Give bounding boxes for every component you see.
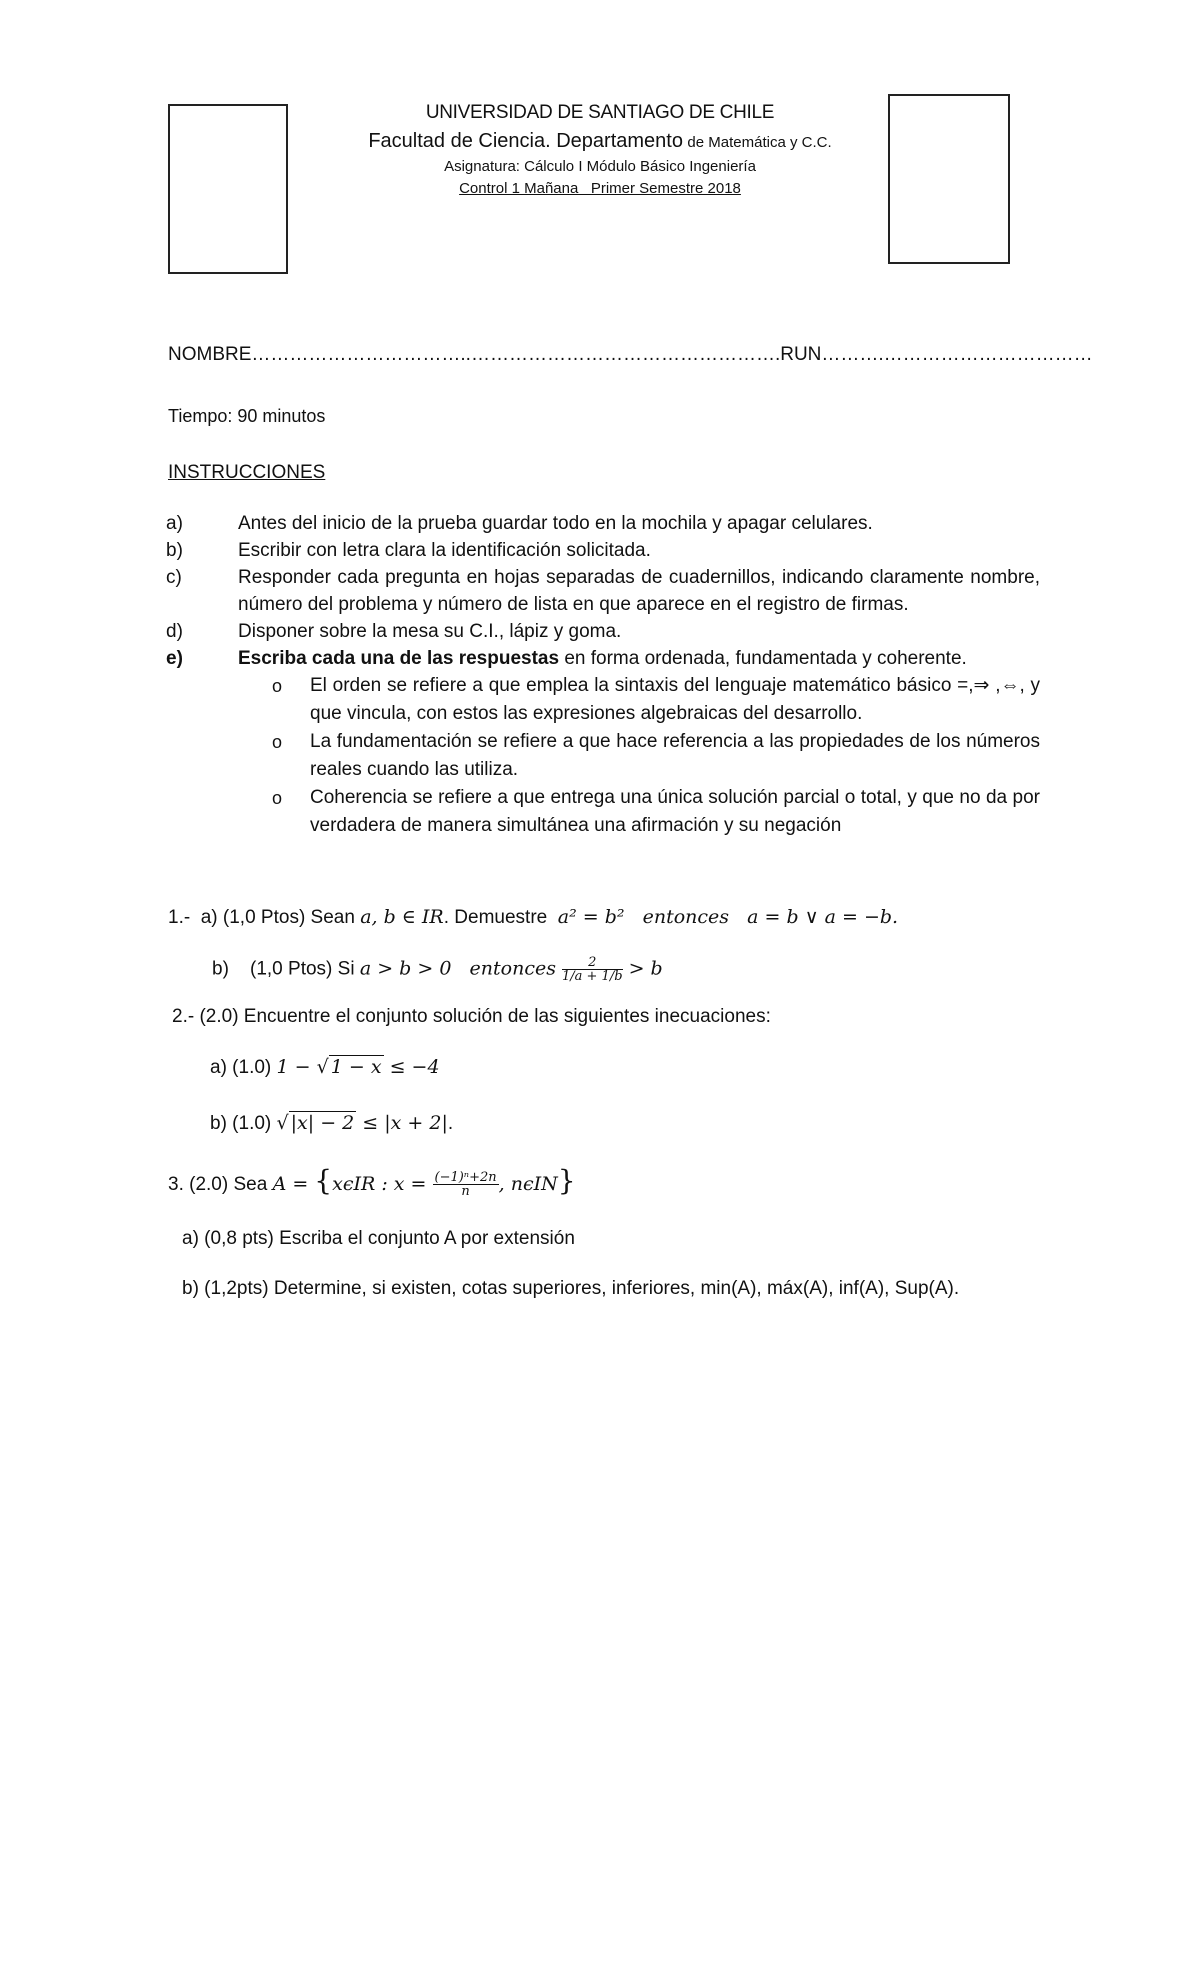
exam-text: Control 1 Mañana Primer Semestre 2018	[459, 180, 741, 197]
problem-3: 3. (2.0) Sea A = {xϵIR : x = $\frac{\text{(−1)ⁿ+2n}}{n}$ , nϵIN}	[168, 1164, 576, 1200]
problem-1a: 1.- a) (1,0 Ptos) Sean a, b ∈ IR. Demuestre a² = b² entonces a = b ∨ a = −b.	[168, 906, 899, 928]
faculty-line	[0, 130, 1200, 153]
problem-1b: b) (1,0 Ptos) Si a > b > 0 entonces $\frac{2}{1/a + 1/b}$ > b	[212, 955, 663, 984]
problem-2a: a) (1.0) 1 − √ 1 − x ≤ −4	[210, 1056, 440, 1078]
fraction: $\frac{\text{(−1)ⁿ+2n}}{n}$	[434, 1170, 497, 1200]
problem-2b: b) (1.0) √ |x| − 2 ≤ |x + 2|.	[210, 1112, 454, 1134]
problem-2: 2.- (2.0) Encuentre el conjunto solución de las siguientes inecuaciones:	[172, 1006, 771, 1027]
instructions-title: INSTRUCCIONES	[168, 462, 326, 483]
problem-3b: b) (1,2pts) Determine, si existen, cotas superiores, inferiores, min(A), máx(A), inf(A), Sup(A).	[182, 1278, 960, 1299]
time-limit: Tiempo: 90 minutos	[168, 406, 326, 426]
name-run-line: NOMBRE……………………………..………………………………………….RUN……….……………………………	[168, 344, 1093, 365]
faculty-main: Facultad de Ciencia. Departamento	[368, 130, 683, 152]
problem-3a: a) (0,8 pts) Escriba el conjunto A por extensión	[182, 1228, 575, 1249]
exam-line	[0, 180, 1200, 197]
fraction: $\frac{2}{1/a + 1/b}$	[562, 955, 623, 984]
university-title: UNIVERSIDAD DE SANTIAGO DE CHILE	[425, 102, 775, 123]
faculty-small: de Matemática y C.C.	[687, 134, 832, 151]
subject-line: Asignatura: Cálculo I Módulo Básico Ingeniería	[444, 158, 756, 175]
